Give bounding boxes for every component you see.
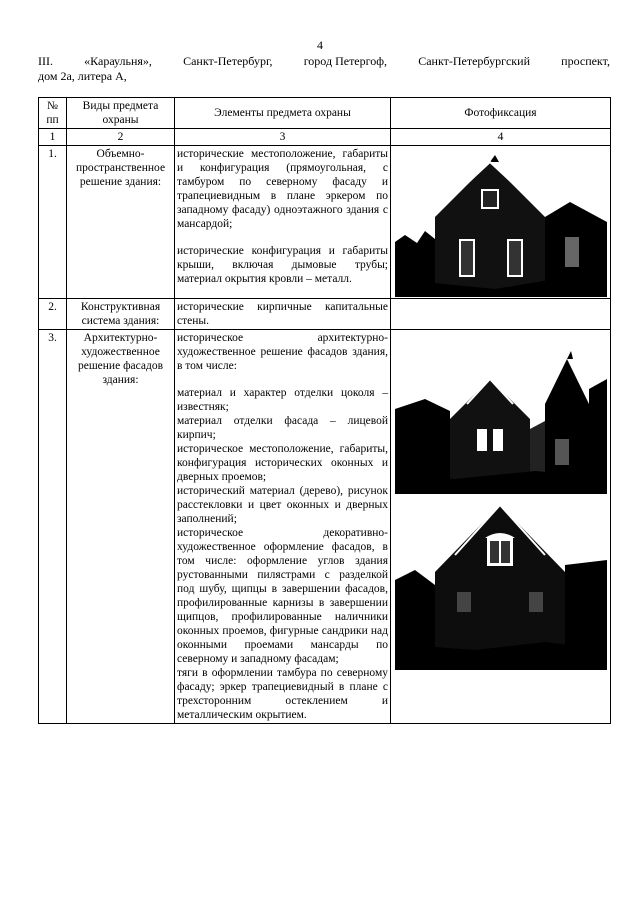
object-heading xyxy=(38,54,610,84)
heading-part: город Петергоф, xyxy=(303,54,388,68)
table-row xyxy=(39,330,611,724)
photo-cell xyxy=(391,146,611,299)
building-photo xyxy=(395,147,607,297)
column-number: 1 xyxy=(39,129,67,146)
protection-elements xyxy=(175,330,391,724)
heading-part: «Караульня», xyxy=(84,54,152,68)
photo-cell xyxy=(391,330,611,724)
element-text: историческое декоративно-художественное оформление фасадов, в том числе: оформление углов здания рустованными пилястрами с разделкой под шубу, щипцы в завершении фасадов, профилированные карнизы в завершении щипцов, профилированные наличники оконных проемов, фигурные сандрики над оконными проемами мансарды по северному и западному фасадам; xyxy=(177,527,388,665)
element-text: тяги в оформлении тамбура по северному фасаду; эркер трапециевидный в плане с трехсторонним остеклением и металлическим окрытием. xyxy=(177,667,388,721)
header-cell: № пп xyxy=(39,98,67,129)
column-number-row xyxy=(39,129,611,146)
building-photo xyxy=(395,500,607,670)
photo-cell xyxy=(391,299,611,330)
protection-kind: Архитектурно-художественное решение фасадов здания: xyxy=(67,330,175,724)
element-text: исторические кирпичные капитальные стены. xyxy=(177,301,388,327)
element-text: историческое местоположение, габариты, конфигурация исторических оконных и дверных проемов; xyxy=(177,443,388,483)
protection-elements xyxy=(175,146,391,299)
protection-table xyxy=(38,97,611,724)
table-row xyxy=(39,146,611,299)
heading-line-1 xyxy=(38,54,610,69)
protection-elements xyxy=(175,299,391,330)
element-text: материал отделки фасада – лицевой кирпич; xyxy=(177,415,388,441)
heading-part: III. xyxy=(38,54,53,68)
header-cell: Виды предмета охраны xyxy=(67,98,175,129)
header-cell: Элементы предмета охраны xyxy=(175,98,391,129)
row-number: 1. xyxy=(39,146,67,299)
heading-line-2: дом 2а, литера А, xyxy=(38,69,127,83)
table-row xyxy=(39,299,611,330)
element-text: исторический материал (дерево), рисунок расстекловки и цвет оконных и дверных заполнений; xyxy=(177,485,388,525)
protection-kind: Конструктивная система здания: xyxy=(67,299,175,330)
element-text: исторические конфигурация и габариты крыши, включая дымовые трубы; материал окрытия кровли – металл. xyxy=(177,245,388,285)
element-text: историческое архитектурно-художественное решение фасадов здания, в том числе: xyxy=(177,332,388,372)
row-number: 3. xyxy=(39,330,67,724)
heading-part: Санкт-Петербург, xyxy=(183,54,273,68)
page-number: 4 xyxy=(317,38,323,52)
heading-part: проспект, xyxy=(561,54,610,68)
column-number: 3 xyxy=(175,129,391,146)
protection-kind: Объемно-пространственное решение здания: xyxy=(67,146,175,299)
header-cell: Фотофиксация xyxy=(391,98,611,129)
heading-part: Санкт-Петербургский xyxy=(418,54,530,68)
element-text: материал и характер отделки цоколя –известняк; xyxy=(177,387,388,413)
column-number: 4 xyxy=(391,129,611,146)
row-number: 2. xyxy=(39,299,67,330)
element-text: исторические местоположение, габариты и конфигурация (прямоугольная, с тамбуром по северному фасаду и трапециевидным в плане эркером по западному фасаду) одноэтажного здания с мансардой; xyxy=(177,148,388,230)
table-header-row xyxy=(39,98,611,129)
column-number: 2 xyxy=(67,129,175,146)
building-photo xyxy=(395,349,607,494)
